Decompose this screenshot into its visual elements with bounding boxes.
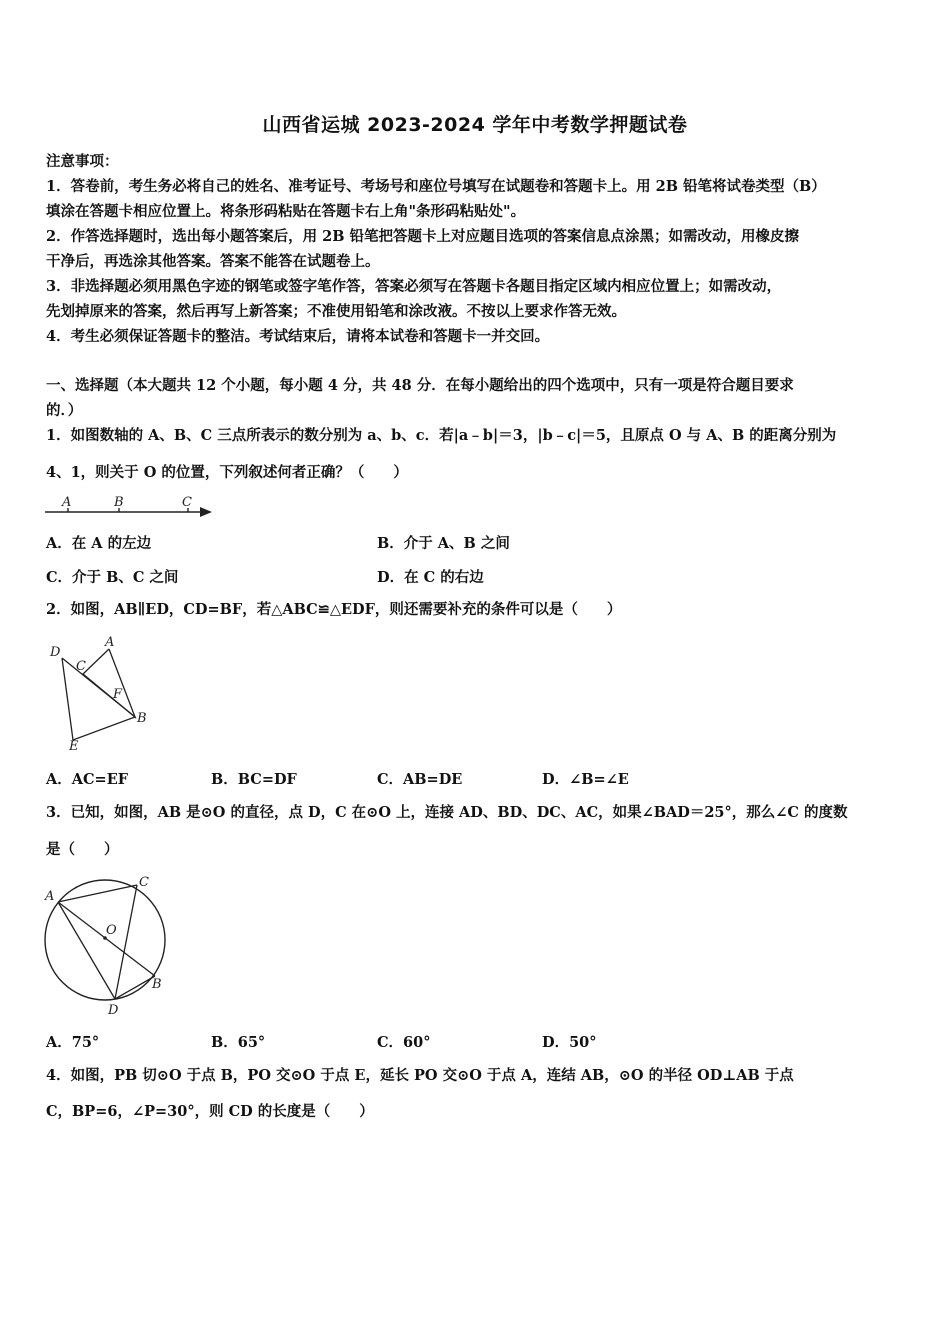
q3-option-d[interactable]: D．50° [542, 1034, 597, 1051]
notice-line: 填涂在答题卡相应位置上。将条形码粘贴在答题卡右上角"条形码粘贴处"。 [46, 203, 526, 220]
question-4-text-cont: C，BP=6，∠P=30°，则 CD 的长度是（ ） [46, 1103, 374, 1120]
point-d-label: D [108, 1003, 119, 1018]
point-a-label: A [62, 495, 72, 510]
notice-heading: 注意事项： [46, 153, 119, 170]
question-1-text-cont: 4、1，则关于 O 的位置，下列叙述何者正确？（ ） [46, 464, 408, 481]
section-heading-cont: 的．） [46, 402, 83, 419]
question-4-text: 4．如图，PB 切⊙O 于点 B，PO 交⊙O 于点 E，延长 PO 交⊙O 于点 A，连结 AB，⊙O 的半径 OD⊥AB 于点 [46, 1067, 794, 1084]
notice-line: 1．答卷前，考生务必将自己的姓名、准考证号、考场号和座位号填写在试题卷和答题卡上。用 2B 铅笔将试卷类型（B） [46, 178, 826, 195]
section-heading: 一、选择题（本大题共 12 个小题，每小题 4 分，共 48 分．在每小题给出的四个选项中，只有一项是符合题目要求 [46, 377, 794, 394]
triangles-figure [45, 632, 155, 752]
point-c-label: C [76, 659, 86, 674]
question-2-text: 2．如图，AB∥ED，CD=BF，若△ABC≌△EDF，则还需要补充的条件可以是（ ） [46, 601, 622, 618]
q2-option-a[interactable]: A．AC=EF [46, 771, 129, 788]
point-b-label: B [152, 977, 162, 992]
page-title: 山西省运城 2023-2024 学年中考数学押题试卷 [262, 114, 688, 136]
q3-option-b[interactable]: B．65° [211, 1034, 266, 1051]
question-1-text: 1．如图数轴的 A、B、C 三点所表示的数分别为 a、b、c．若|a﹣b|＝3，|b﹣c|＝5，且原点 O 与 A、B 的距离分别为 [46, 427, 837, 444]
notice-line: 3．非选择题必须用黑色字迹的钢笔或签字笔作答，答案必须写在答题卡各题目指定区域内相应位置上；如需改动， [46, 278, 782, 295]
notice-line: 干净后，再选涂其他答案。答案不能答在试题卷上。 [46, 253, 380, 270]
q1-option-a[interactable]: A．在 A 的左边 [46, 535, 152, 552]
q2-option-d[interactable]: D．∠B=∠E [542, 771, 629, 788]
question-3-text: 3．已知，如图，AB 是⊙O 的直径，点 D，C 在⊙O 上，连接 AD、BD、DC、AC，如果∠BAD＝25°，那么∠C 的度数 [46, 804, 848, 821]
center-o-label: O [106, 923, 117, 938]
q3-option-c[interactable]: C．60° [377, 1034, 431, 1051]
q1-option-d[interactable]: D．在 C 的右边 [377, 569, 484, 586]
point-a-label: A [105, 635, 115, 650]
point-d-label: D [50, 645, 61, 660]
point-b-label: B [137, 711, 147, 726]
notice-line: 4．考生必须保证答题卡的整洁。考试结束后，请将本试卷和答题卡一并交回。 [46, 328, 550, 345]
point-a-label: A [45, 889, 55, 904]
point-c-label: C [139, 875, 149, 890]
point-e-label: E [69, 739, 79, 754]
notice-line: 2．作答选择题时，选出每小题答案后，用 2B 铅笔把答题卡上对应题目选项的答案信息点涂黑；如需改动，用橡皮擦 [46, 228, 800, 245]
circle-figure [40, 872, 175, 1017]
question-3-text-cont: 是（ ） [46, 841, 119, 858]
number-line-figure [40, 490, 220, 525]
point-b-label: B [114, 495, 124, 510]
point-c-label: C [182, 495, 192, 510]
notice-line: 先划掉原来的答案，然后再写上新答案；不准使用铅笔和涂改液。不按以上要求作答无效。 [46, 303, 626, 320]
q2-option-c[interactable]: C．AB=DE [377, 771, 463, 788]
point-f-label: F [113, 687, 123, 702]
q1-option-b[interactable]: B．介于 A、B 之间 [377, 535, 510, 552]
q2-option-b[interactable]: B．BC=DF [211, 771, 297, 788]
q3-option-a[interactable]: A．75° [46, 1034, 100, 1051]
q1-option-c[interactable]: C．介于 B、C 之间 [46, 569, 179, 586]
